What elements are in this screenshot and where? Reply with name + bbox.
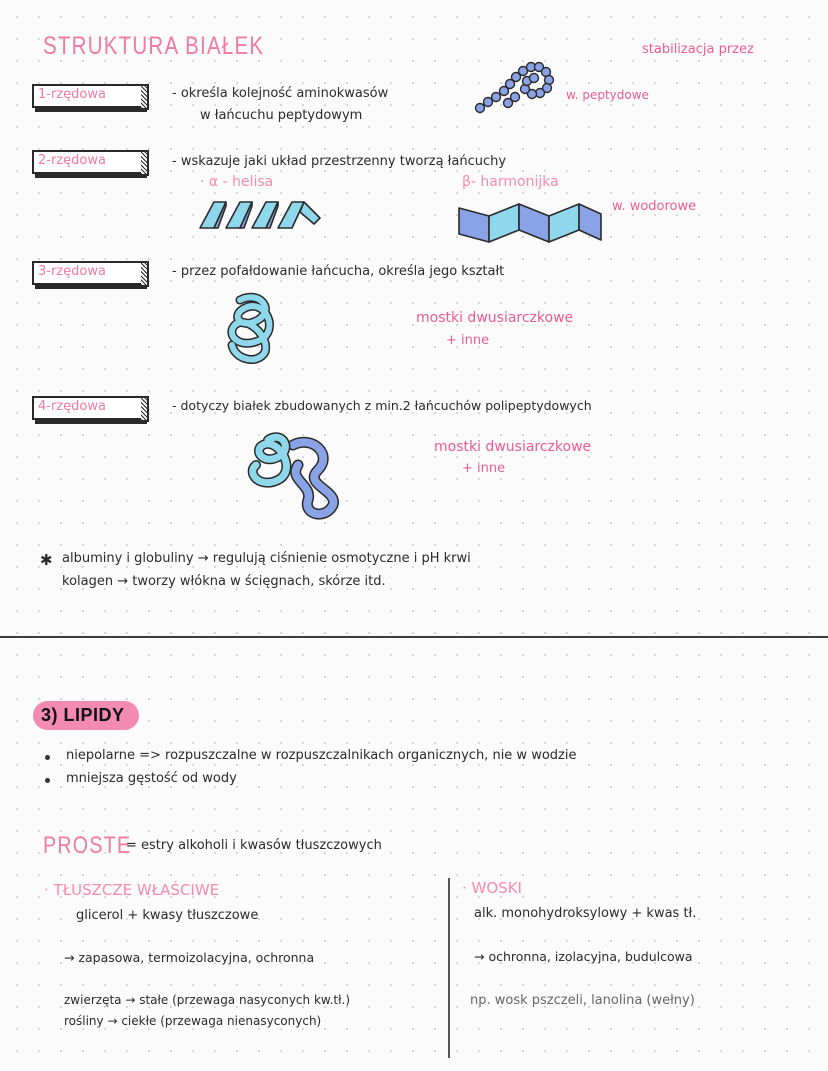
level-3-desc: - przez pofałdowanie łańcucha, określa jego kształt: [172, 264, 505, 279]
section-divider: [0, 636, 828, 638]
level-2-label-text: 2-rzędowa: [38, 153, 106, 168]
column-divider: [448, 878, 450, 1058]
lipids-bullet-2: mniejsza gęstość od wody: [66, 771, 237, 786]
bullet-dot: [45, 778, 50, 783]
alpha-helix-label: · α - helisa: [200, 174, 274, 190]
waxes-line-1: alk. monohydroksylowy + kwas tł.: [474, 906, 697, 921]
level-1-label: [32, 84, 144, 108]
level-4-label: [32, 396, 144, 420]
simple-lipids-title: PROSTE: [43, 832, 132, 859]
level-3-stabilization: mostki dwusiarczkowe: [416, 310, 574, 326]
level-1-desc: - określa kolejność aminokwasów: [172, 86, 389, 101]
peptide-chain-icon: [470, 55, 560, 115]
fats-line-3: zwierzęta → stałe (przewaga nasyconych kw.tł.): [64, 993, 351, 1007]
asterisk-icon: ✱: [40, 551, 53, 569]
level-4-stabilization-2: + inne: [462, 461, 506, 476]
level-1-stabilization: w. peptydowe: [566, 88, 649, 102]
alpha-helix-icon: [196, 192, 326, 234]
bullet-dot: [45, 755, 50, 760]
quaternary-structure-icon: [238, 425, 358, 525]
beta-sheet-label: β- harmonijka: [462, 174, 559, 190]
level-2-desc: - wskazuje jaki układ przestrzenny tworzą łańcuchy: [172, 154, 507, 169]
fats-title: · TŁUSZCZE WŁAŚCIWE: [44, 881, 220, 899]
tertiary-structure-icon: [220, 290, 290, 365]
page-title: STRUKTURA BIAŁEK: [43, 32, 265, 60]
level-2-stabilization: w. wodorowe: [612, 199, 697, 214]
level-4-label-text: 4-rzędowa: [38, 399, 106, 414]
level-4-stabilization: mostki dwusiarczkowe: [434, 439, 592, 455]
note-line-2: kolagen → tworzy włókna w ścięgnach, skórze itd.: [62, 574, 386, 589]
level-1-desc-2: w łańcuchu peptydowym: [200, 108, 363, 123]
note-line-1: albuminy i globuliny → regulują ciśnienie osmotyczne i pH krwi: [62, 551, 471, 566]
lipids-bullet-1: niepolarne => rozpuszczalne w rozpuszczalnikach organicznych, nie w wodzie: [66, 748, 577, 763]
waxes-line-3: np. wosk pszczeli, lanolina (wełny): [470, 993, 695, 1008]
fats-line-2: → zapasowa, termoizolacyjna, ochronna: [64, 950, 315, 965]
simple-lipids-def: = estry alkoholi i kwasów tłuszczowych: [126, 838, 382, 853]
lipids-heading: 3) LIPIDY: [33, 701, 139, 730]
level-2-label: [32, 150, 144, 174]
waxes-line-2: → ochronna, izolacyjna, budulcowa: [474, 949, 693, 964]
level-1-label-text: 1-rzędowa: [38, 87, 106, 102]
fats-line-4: rośliny → ciekłe (przewaga nienasyconych): [64, 1014, 322, 1028]
waxes-title: · WOSKI: [462, 879, 522, 897]
level-3-label-text: 3-rzędowa: [38, 264, 106, 279]
level-3-stabilization-2: + inne: [446, 333, 490, 348]
level-4-desc: - dotyczy białek zbudowanych z min.2 łańcuchów polipeptydowych: [172, 398, 592, 413]
beta-sheet-icon: [455, 196, 605, 246]
level-3-label: [32, 261, 144, 285]
fats-line-1: glicerol + kwasy tłuszczowe: [76, 908, 259, 923]
stabilization-header: stabilizacja przez: [642, 42, 754, 57]
